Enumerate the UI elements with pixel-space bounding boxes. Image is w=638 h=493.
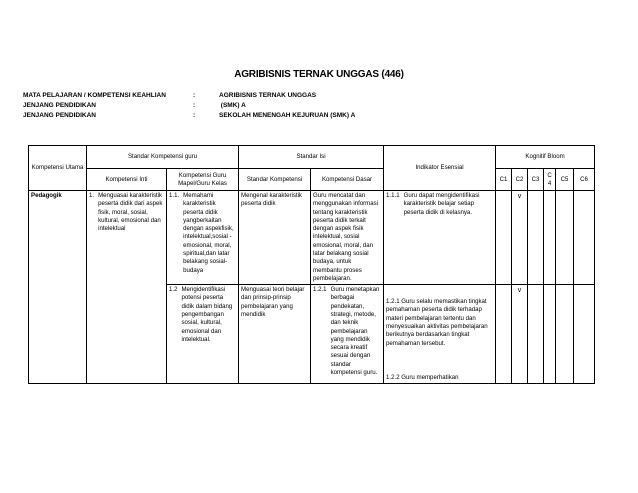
meta-value: AGRIBISNIS TERNAK UNGGAS [219, 92, 317, 99]
header-kompetensi-inti: Kompetensi Inti [87, 169, 167, 191]
cell-c1 [496, 191, 512, 285]
cell-c6 [574, 285, 595, 384]
meta-value: SEKOLAH MENENGAH KEJURUAN (SMK) A [219, 112, 356, 119]
header-c5: C5 [556, 169, 574, 191]
cell-indikator [384, 285, 496, 384]
item-number: 1. [89, 192, 95, 199]
meta-label: MATA PELAJARAN / KOMPETENSI KEAHLIAN [23, 92, 166, 99]
meta-colon: : [193, 112, 196, 119]
meta-label: JENJANG PENDIDIKAN [23, 102, 96, 109]
indicator-item: 1.2.1 Guru selalu memastikan tingkat pemahaman peserta didik terhadap materi pembelajaran tertentu dan menyesuaikan aktivitas pembelajaran berikutnya berdasarkan tingkat pemahaman tersebut. [386, 298, 488, 347]
item-text: Mengidentifikasi potensi peserta didik dalam bidang pengembangan sosial, kultural, emosional dan intelektual. [181, 286, 233, 343]
cell-c3 [528, 191, 544, 285]
cell-standar-kompetensi: Mengenal karakteristik peserta didik [239, 191, 311, 285]
header-kompetensi-guru: Kompetensi Guru Mapel/Guru Kelas [167, 169, 239, 191]
header-c4: C 4 [544, 169, 556, 191]
table-row [29, 191, 595, 285]
header-c3: C3 [528, 169, 544, 191]
header-standar-kompetensi: Standar Kompetensi [239, 169, 311, 191]
item-text: Menguasai karakteristik peserta didik dari aspek fisik, moral, sosial, kultural, emosional dan intelektual [98, 192, 163, 233]
cell-kompetensi-inti [87, 191, 167, 384]
cell-c3 [528, 285, 544, 384]
meta-row-level [23, 101, 419, 111]
cell-c5 [556, 285, 574, 384]
header-c6: C6 [574, 169, 595, 191]
header-standar-kompetensi-guru: Standar Kompetensi guru [87, 146, 239, 169]
meta-label: JENJANG PENDIDIKAN [23, 112, 96, 119]
cell-c4 [544, 285, 556, 384]
document-title: AGRIBISNIS TERNAK UNGGAS (446) [234, 69, 404, 80]
header-kompetensi-utama: Kompetensi Utama [29, 146, 87, 191]
item-number: 1.1. [169, 192, 180, 199]
cell-c4 [544, 191, 556, 285]
meta-colon: : [193, 92, 196, 99]
meta-row-subject [23, 91, 419, 101]
header-c2: C2 [512, 169, 528, 191]
item-text: Guru menetapkan berbagai pendekatan, strategi, metode, dan teknik pembelajaran yang mendidik secara kreatif sesuai dengan standar kompetensi guru. [330, 286, 380, 376]
meta-block [23, 91, 419, 121]
item-text: Memahami karakteristik peserta didik yangberkaitan dengan aspekfisik, intelektual,sosial -emosional, moral, spiritual,dan latar belakang sosial- budaya [183, 192, 234, 274]
cell-c5 [556, 191, 574, 285]
header-indikator-esensial: Indikator Esensial [384, 146, 496, 191]
cell-kompetensi-guru [167, 191, 239, 285]
header-standar-isi: Standar Isi [239, 146, 384, 169]
cell-indikator [384, 191, 496, 285]
cell-c6 [574, 191, 595, 285]
competency-table [28, 145, 595, 384]
cell-kompetensi-guru [167, 285, 239, 384]
header-kompetensi-dasar: Kompetensi Dasar [311, 169, 384, 191]
cell-c2-check: v [512, 285, 528, 384]
indicator-item: 1.2.2 Guru memperhatikan [386, 373, 459, 381]
meta-row-school [23, 111, 419, 121]
header-kognitif-bloom: Kognitif Bloom [496, 146, 595, 169]
meta-colon: : [193, 102, 196, 109]
item-number: 1.2 [169, 286, 178, 294]
item-number: 1.1.1 [386, 192, 400, 199]
cell-kompetensi-dasar: Guru mencatat dan menggunakan informasi tentang karakteristik peserta didik terkait dengan aspek fisik intelektual, sosial emosional, moral, dan latar belakang sosial budaya, untuk membantu proses pembelajaran. [311, 191, 384, 285]
header-c1: C1 [496, 169, 512, 191]
cell-c1 [496, 285, 512, 384]
cell-c2-check: v [512, 191, 528, 285]
cell-kompetensi-utama: Pedagogik [29, 191, 87, 384]
cell-standar-kompetensi: Menguasai teori belajar dan prinsip-prinsip pembelajaran yang mendidik [239, 285, 311, 384]
cell-kompetensi-dasar [311, 285, 384, 384]
item-text: Guru dapat mengidentifikasi karakteristik belajar setiap peserta didik di kelasnya. [403, 192, 480, 216]
meta-value: (SMK) A [219, 102, 246, 109]
item-number: 1.2.1 [313, 286, 327, 294]
